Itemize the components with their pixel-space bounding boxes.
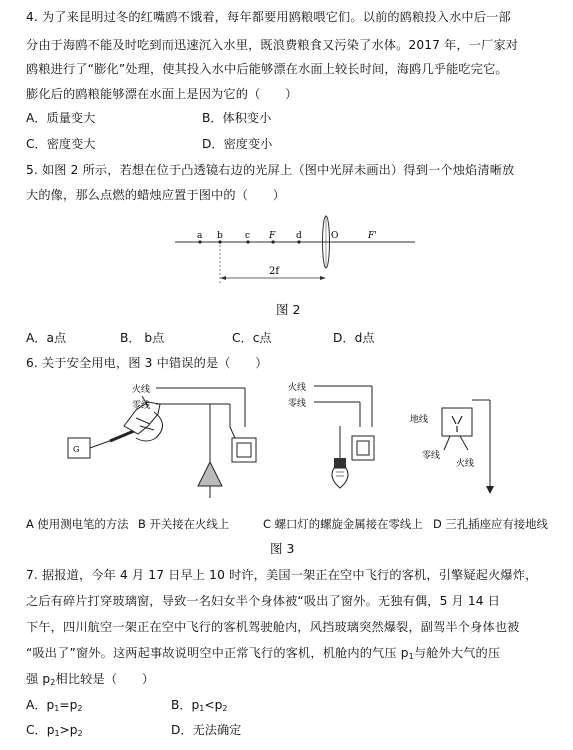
q5-option-d: D．d点: [333, 331, 375, 345]
q7-line-5: [26, 671, 154, 691]
figure-3-caption: 图 3: [270, 541, 295, 556]
panel-d-socket: [410, 400, 494, 494]
figure-2-caption: 图 2: [276, 302, 301, 317]
label-c: c: [245, 231, 251, 241]
q4-option-c: C．密度变大: [26, 137, 96, 151]
d-neutral-label: 零线: [422, 451, 441, 461]
q7-line-5-tail: 相比较是（ ）: [55, 672, 155, 686]
q4-line-4: 膨化后的鸥粮能够漂在水面上是因为它的（ ）: [26, 87, 298, 101]
q7-option-b: B．$p_1<p_2$: [171, 698, 228, 713]
label-F-prime: F': [368, 231, 377, 241]
q4-line-3: 鸥粮进行了“膨化”处理，使其投入水中后能够漂在水面上较长时间，海鸥几乎能吃完它。: [26, 62, 508, 76]
p1-subscript: 1: [408, 652, 414, 661]
q6-option-c: C 螺口灯的螺旋金属接在零线上: [263, 517, 423, 531]
b-live-label: 火线: [132, 385, 151, 395]
q5-option-a: A．a点: [26, 331, 67, 345]
panel-c-lamp: [288, 382, 374, 488]
b-neutral-label: 零线: [132, 401, 151, 411]
q6-option-d: D 三孔插座应有接地线: [433, 517, 548, 531]
q7-line-4-tail: 与舱外大气的压: [413, 646, 501, 660]
c-live-label: 火线: [288, 383, 307, 393]
label-O: O: [331, 231, 339, 241]
svg-text:G: G: [73, 445, 80, 454]
q7-option-c: C．$p_1>p_2$: [26, 723, 83, 738]
p2-subscript: 2: [50, 678, 56, 687]
label-F: F: [269, 231, 276, 241]
q6-option-b: B 开关接在火线上: [138, 517, 230, 531]
q7-line-5-head: 强 p: [26, 672, 51, 686]
q6-stem: 6. 关于安全用电，图 3 中错误的是（ ）: [26, 356, 268, 370]
q5-line-1: 5. 如图 2 所示，若想在位于凸透镜右边的光屏上（图中光屏未画出）得到一个烛焰清晰放: [26, 163, 515, 177]
q5-line-2: 大的像，那么点燃的蜡烛应置于图中的（ ）: [26, 188, 286, 202]
d-live-label: 火线: [456, 459, 475, 469]
q7-line-4: [26, 645, 500, 665]
q7-line-2: 之后有碎片打穿玻璃窗，导致一名妇女半个身体被“吸出了窗外。无独有偶，5 月 14 日: [26, 594, 501, 608]
q5-option-c: C．c点: [232, 331, 272, 345]
q7-line-3: 下午，四川航空一架正在空中飞行的客机驾驶舱内，风挡玻璃突然爆裂，副驾半个身体也被: [26, 620, 520, 634]
label-a: a: [197, 231, 203, 241]
q7-option-d: D．无法确定: [171, 723, 242, 737]
q5-option-b: B． b点: [120, 331, 165, 345]
c-neutral-label: 零线: [288, 399, 307, 409]
figure-2-optics-diagram: [170, 214, 420, 296]
label-2f: 2f: [269, 266, 280, 277]
label-d: d: [296, 231, 302, 241]
label-b: b: [217, 231, 223, 241]
d-ground-label: 地线: [410, 415, 429, 425]
q7-line-1: 7. 据报道，今年 4 月 17 日早上 10 时许，美国一架正在空中飞行的客机，引擎疑起火爆炸，: [26, 568, 538, 582]
q7-option-a: A．$p_1=p_2$: [26, 698, 83, 713]
q7-line-4-head: “吸出了”窗外。这两起事故说明空中正常飞行的客机，机舱内的气压 p: [26, 646, 409, 660]
q4-option-d: D．密度变小: [202, 137, 273, 151]
q4-line-1: 4. 为了来昆明过冬的红嘴鸥不饿着，每年都要用鸥粮喂它们。以前的鸥粮投入水中后一部: [26, 10, 511, 24]
q4-option-b: B．体积变小: [202, 111, 272, 125]
q4-line-2: 分由于海鸥不能及时吃到而迅速沉入水里，既浪费粮食又污染了水体。2017 年，一厂家对: [26, 38, 519, 52]
q4-option-a: A．质量变大: [26, 111, 96, 125]
figure-3-safety-diagram: [60, 382, 506, 502]
q6-option-a: A 使用测电笔的方法: [26, 517, 129, 531]
